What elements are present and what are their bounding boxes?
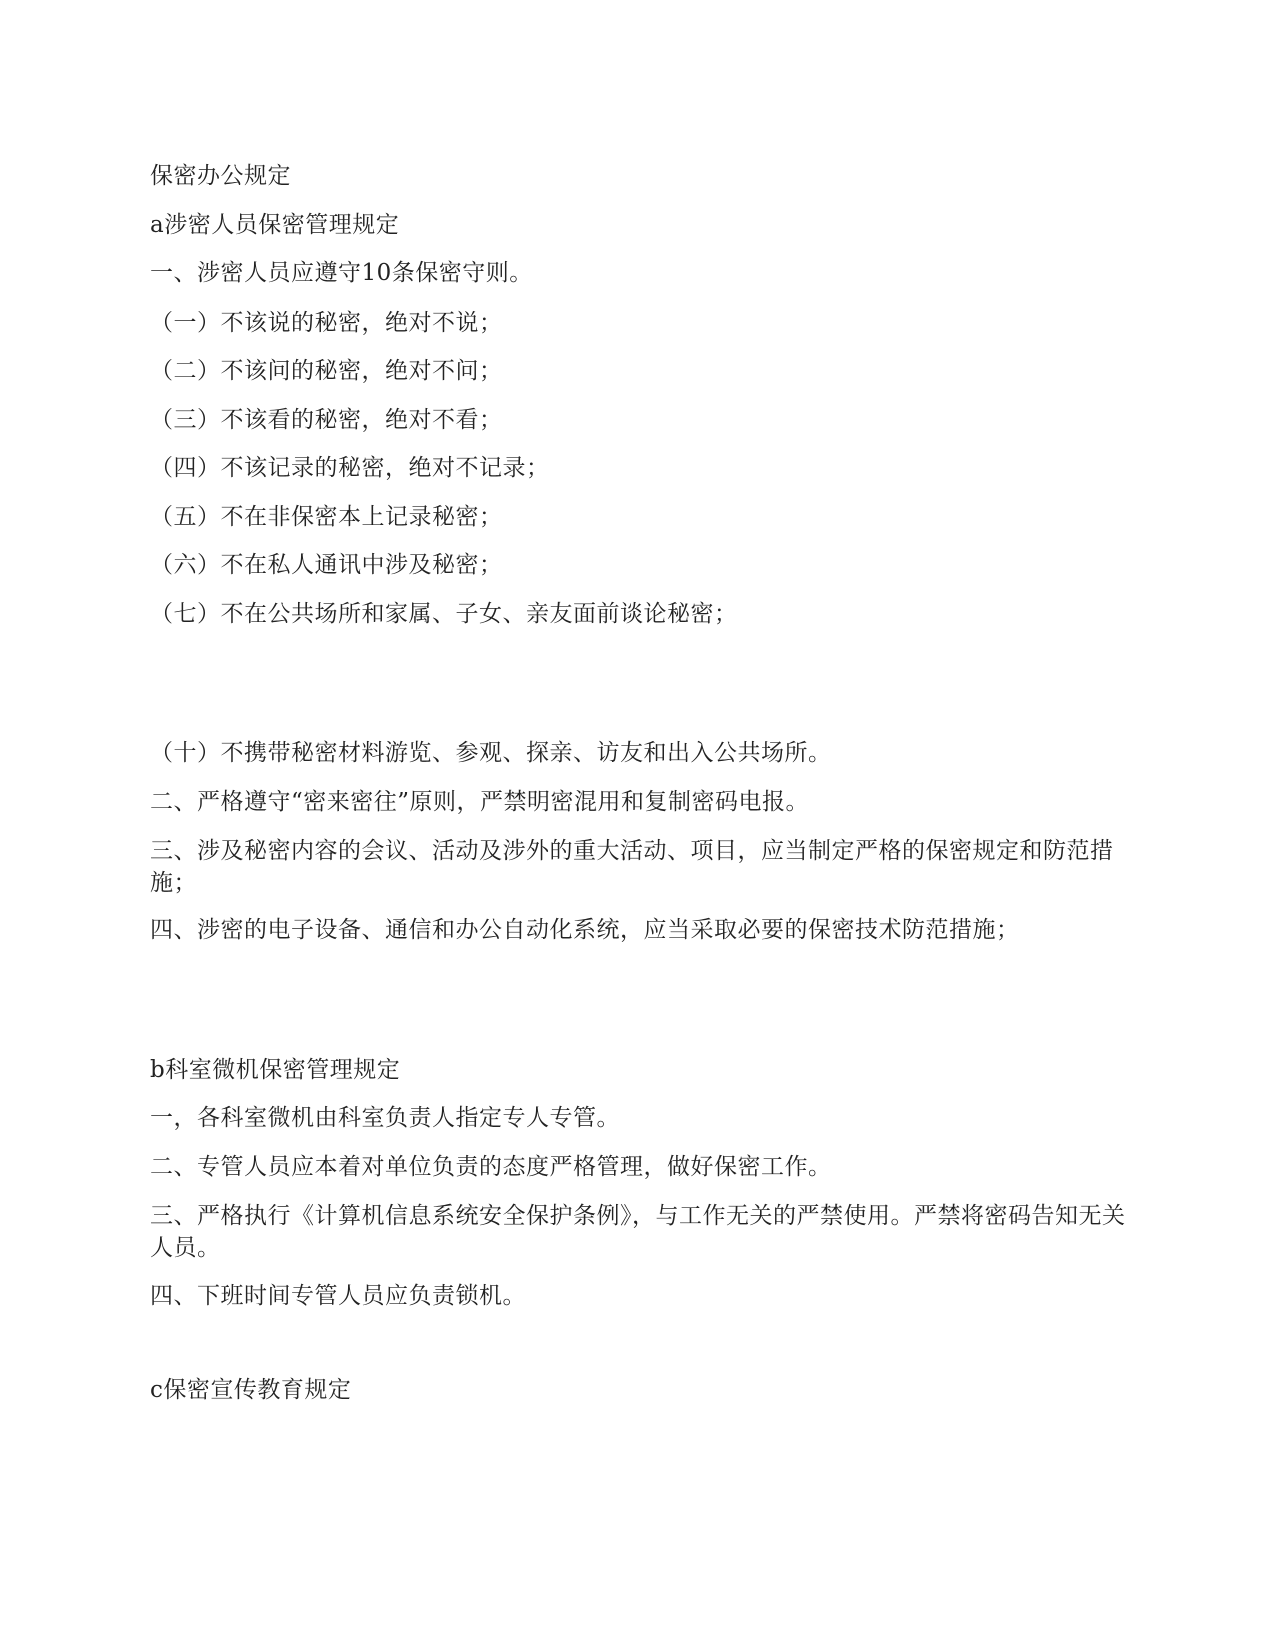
- section-a-heading: a涉密人员保密管理规定: [150, 212, 400, 238]
- rule-item: （四）不该记录的秘密，绝对不记录；: [150, 455, 550, 481]
- rule-item: （五）不在非保密本上记录秘密；: [150, 504, 503, 530]
- rule-item: （十）不携带秘密材料游览、参观、探亲、访友和出入公共场所。: [150, 740, 832, 766]
- rule-item: （七）不在公共场所和家属、子女、亲友面前谈论秘密；: [150, 601, 738, 627]
- rule-item: （六）不在私人通讯中涉及秘密；: [150, 552, 503, 578]
- rule-item: （一）不该说的秘密，绝对不说；: [150, 310, 503, 336]
- section-b-heading: b科室微机保密管理规定: [150, 1057, 401, 1083]
- section-a-item-3: 三、涉及秘密内容的会议、活动及涉外的重大活动、项目，应当制定严格的保密规定和防范措施；: [150, 838, 1114, 896]
- section-a-item-2: 二、严格遵守“密来密往”原则，严禁明密混用和复制密码电报。: [150, 789, 810, 815]
- section-b-item-3: 三、严格执行《计算机信息系统安全保护条例》，与工作无关的严禁使用。严禁将密码告知无关人员。: [150, 1203, 1126, 1261]
- section-a-item-1: 一、涉密人员应遵守10条保密守则。: [150, 260, 533, 286]
- section-b-item-4: 四、下班时间专管人员应负责锁机。: [150, 1283, 526, 1309]
- document-title: 保密办公规定: [150, 163, 291, 189]
- section-b-item-2: 二、专管人员应本着对单位负责的态度严格管理，做好保密工作。: [150, 1154, 832, 1180]
- rule-item: （二）不该问的秘密，绝对不问；: [150, 358, 503, 384]
- section-c-heading: c保密宣传教育规定: [150, 1377, 352, 1403]
- section-a-item-4: 四、涉密的电子设备、通信和办公自动化系统，应当采取必要的保密技术防范措施；: [150, 917, 1020, 943]
- section-b-item-1: 一，各科室微机由科室负责人指定专人专管。: [150, 1105, 620, 1131]
- rule-item: （三）不该看的秘密，绝对不看；: [150, 407, 503, 433]
